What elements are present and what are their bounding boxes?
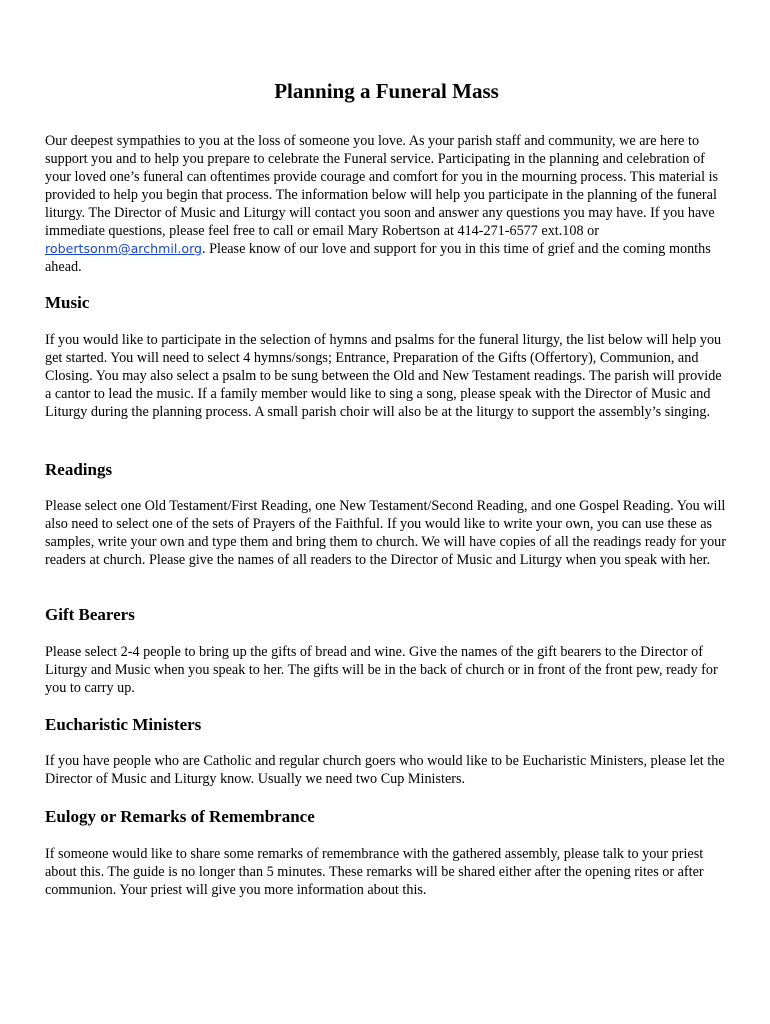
- intro-paragraph: [45, 132, 728, 276]
- section-body-music: If you would like to participate in the selection of hymns and psalms for the funeral liturgy, the list below will help you get started. You will need to select 4 hymns/songs; Entrance, Preparation of the Gifts (Offertory), Communion, and Closing. You may also select a psalm to be sung between the Old and New Testament readings. The parish will provide a cantor to lead the music. If a family member would like to sing a song, please speak with the Director of Music and Liturgy during the planning process. A small parish choir will also be at the liturgy to support the assembly’s singing.: [45, 332, 722, 420]
- section-heading-eulogy: Eulogy or Remarks of Remembrance: [45, 807, 315, 826]
- intro-text-end: . Please know of our love and support for you in this time of grief and the coming months ahead.: [45, 241, 711, 275]
- section-body-readings: Please select one Old Testament/First Reading, one New Testament/Second Reading, and one Gospel Reading. You will also need to select one of the sets of Prayers of the Faithful. If you would like to write your own, you can use these as samples, write your own and type them and bring them to church. We will have copies of all the readings ready for your readers at church. Please give the names of all readers to the Director of Music and Liturgy when you speak with her.: [45, 498, 726, 568]
- intro-text: Our deepest sympathies to you at the loss of someone you love. As your parish staff and community, we are here to support you and to help you prepare to celebrate the Funeral service. Participating in the planning and celebration of your loved one’s funeral can oftentimes provide courage and comfort for you in the mourning process. This material is provided to help you begin that process. The information below will help you participate in the planning of the funeral liturgy. The Director of Music and Liturgy will contact you soon and answer any questions you may have. If you have immediate questions, please feel free to call or email Mary Robertson at 414-271-6577 ext.108 or: [45, 133, 719, 239]
- section-heading-music: Music: [45, 293, 90, 312]
- section-heading-readings: Readings: [45, 460, 113, 479]
- section-heading-gift-bearers: Gift Bearers: [45, 605, 135, 624]
- section-heading-eucharistic-ministers: Eucharistic Ministers: [45, 715, 202, 734]
- section-body-eulogy: If someone would like to share some remarks of remembrance with the gathered assembly, please talk to your priest about this. The guide is no longer than 5 minutes. These remarks will be shared either after the opening rites or after communion. Your priest will give you more information about this.: [45, 846, 704, 898]
- section-body-gift-bearers: Please select 2-4 people to bring up the gifts of bread and wine. Give the names of the gift bearers to the Director of Liturgy and Music when you speak to her. The gifts will be in the back of church or in front of the front pew, ready for you to carry up.: [45, 644, 718, 696]
- page-title: Planning a Funeral Mass: [274, 79, 499, 103]
- section-body-eucharistic-ministers: If you have people who are Catholic and regular church goers who would like to be Eucharistic Ministers, please let the Director of Music and Liturgy know. Usually we need two Cup Ministers.: [45, 753, 725, 787]
- email-link[interactable]: robertsonm@archmil.org: [45, 241, 203, 256]
